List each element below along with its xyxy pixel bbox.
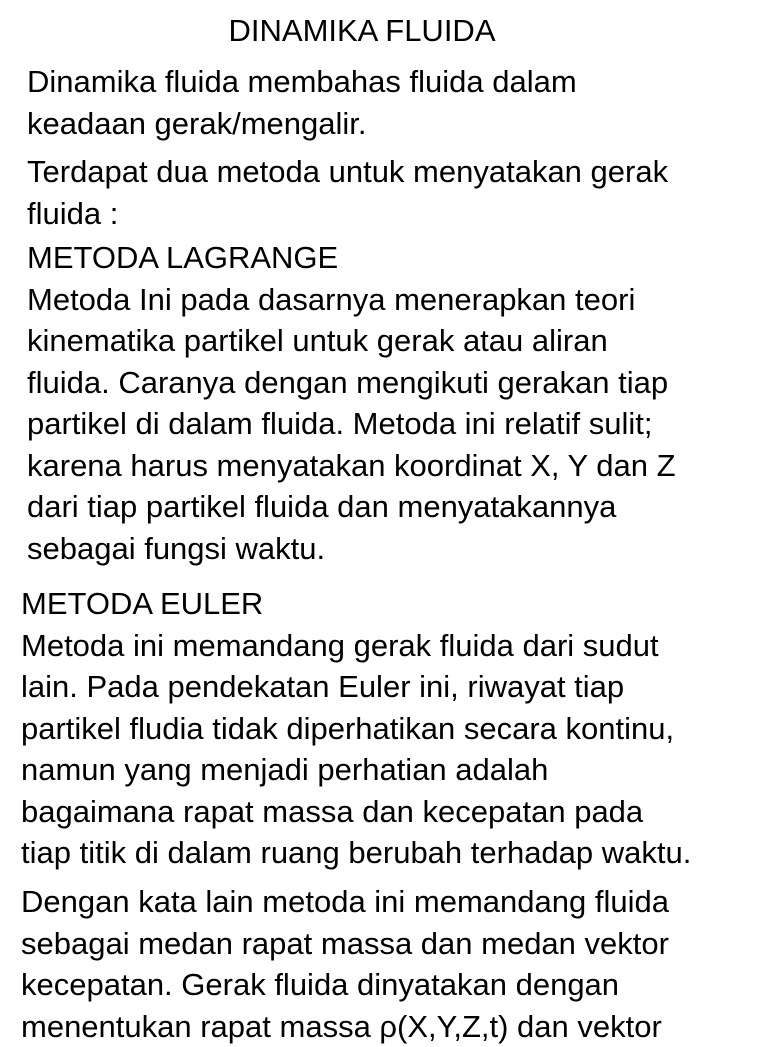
euler-line: tiap titik di dalam ruang berubah terhadap waktu.	[21, 832, 691, 874]
closing-line: menentukan rapat massa ρ(X,Y,Z,t) dan vektor	[21, 1006, 669, 1047]
lagrange-line: karena harus menyatakan koordinat X, Y dan Z	[27, 445, 676, 487]
closing-line: sebagai medan rapat massa dan medan vektor	[21, 923, 669, 965]
euler-line: lain. Pada pendekatan Euler ini, riwayat tiap	[21, 666, 691, 708]
lagrange-line: dari tiap partikel fluida dan menyatakannya	[27, 486, 676, 528]
intro-line: keadaan gerak/mengalir.	[27, 103, 577, 145]
page-title: DINAMIKA FLUIDA	[0, 10, 724, 51]
lagrange-heading: METODA LAGRANGE	[27, 237, 676, 279]
closing-paragraph	[21, 881, 669, 1047]
lagrange-line: fluida. Caranya dengan mengikuti gerakan tiap	[27, 362, 676, 404]
lagrange-line: Metoda Ini pada dasarnya menerapkan teori	[27, 279, 676, 321]
lagrange-line: partikel di dalam fluida. Metoda ini relatif sulit;	[27, 403, 676, 445]
euler-heading: METODA EULER	[21, 583, 691, 625]
lagrange-line: sebagai fungsi waktu.	[27, 528, 676, 570]
closing-line: kecepatan. Gerak fluida dinyatakan dengan	[21, 964, 669, 1006]
euler-line: partikel fludia tidak diperhatikan secara kontinu,	[21, 708, 691, 750]
lagrange-section	[27, 237, 676, 569]
lagrange-line: kinematika partikel untuk gerak atau aliran	[27, 320, 676, 362]
euler-section	[21, 583, 691, 874]
methods-intro-line: Terdapat dua metoda untuk menyatakan gerak	[27, 151, 668, 193]
methods-intro-line: fluida :	[27, 193, 668, 235]
methods-intro-paragraph	[27, 151, 668, 234]
intro-paragraph	[27, 61, 577, 144]
intro-line: Dinamika fluida membahas fluida dalam	[27, 61, 577, 103]
closing-line: Dengan kata lain metoda ini memandang fluida	[21, 881, 669, 923]
euler-line: Metoda ini memandang gerak fluida dari sudut	[21, 625, 691, 667]
euler-line: bagaimana rapat massa dan kecepatan pada	[21, 791, 691, 833]
euler-line: namun yang menjadi perhatian adalah	[21, 749, 691, 791]
